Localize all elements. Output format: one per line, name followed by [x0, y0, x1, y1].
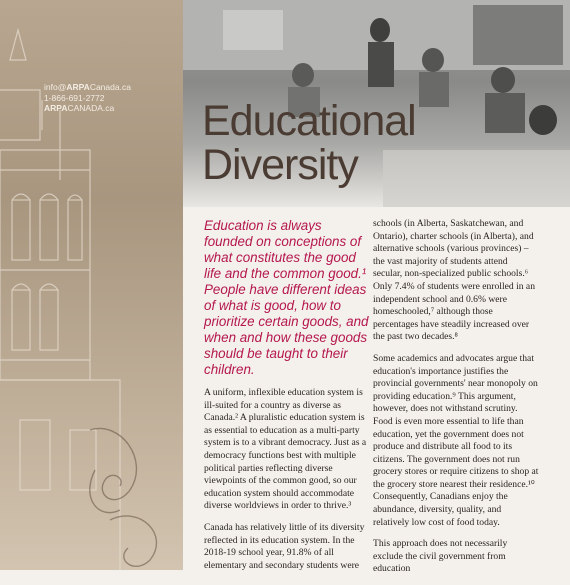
pull-quote: Education is always founded on conceptions of what constitutes the good life and the common good.¹ People have different ideas of what is good, how to prioritize certain goods, and when and how these goods should be taught to their children.	[204, 218, 369, 377]
paragraph: schools (in Alberta, Saskatchewan, and Ontario), charter schools (in Alberta), and alternative schools (various provinces) – the vast majority of students attend secular, non-specialized public schools.⁶ Only 7.4% of students were enrolled in an independent school and 0.6% were homeschooled,⁷ although those percentages have steadily increased over the past two decades.⁸	[373, 218, 535, 343]
contact-email[interactable]: info@ARPACanada.ca	[44, 82, 131, 92]
paragraph: This approach does not necessarily exclude the civil government from education	[373, 538, 508, 575]
contact-website[interactable]: ARPACANADA.ca	[44, 103, 115, 113]
contact-block	[44, 82, 131, 114]
paragraph: A uniform, inflexible education system is ill-suited for a country as diverse as Canada.² A pluralistic education system is as essential to education as a multi-party system is to a vibrant democracy. Just as a democracy functions best with multiple political parties reflecting diverse viewpoints of the common good, so our education system should accommodate diverse worldviews in order to thrive.³	[204, 387, 367, 512]
text-column-right	[373, 218, 539, 585]
left-decorative-panel	[0, 0, 183, 570]
title-line-1: Educational	[202, 97, 416, 145]
title-line-2: Diversity	[202, 141, 358, 189]
hero-photo	[183, 0, 570, 207]
contact-phone: 1-866-691-2772	[44, 92, 105, 103]
text-column-left	[204, 218, 369, 581]
paragraph: Canada has relatively little of its diversity reflected in its education system. In the 2018-19 school year, 91.8% of all elementary and secondary students were	[204, 521, 365, 571]
page-title	[202, 99, 416, 187]
paragraph: Some academics and advocates argue that education's importance justifies the provincial governments' near monopoly on providing education.⁹ This argument, however, does not withstand scrutiny. Food is even more essential to life than education, yet the government does not produce and distribute all food to its citizens. The government does not run grocery stores or require citizens to shop at the grocery store nearest their residence.¹⁰ Consequently, Canadians enjoy the abundance, diversity, quality, and relatively low cost of food today.	[373, 352, 539, 528]
